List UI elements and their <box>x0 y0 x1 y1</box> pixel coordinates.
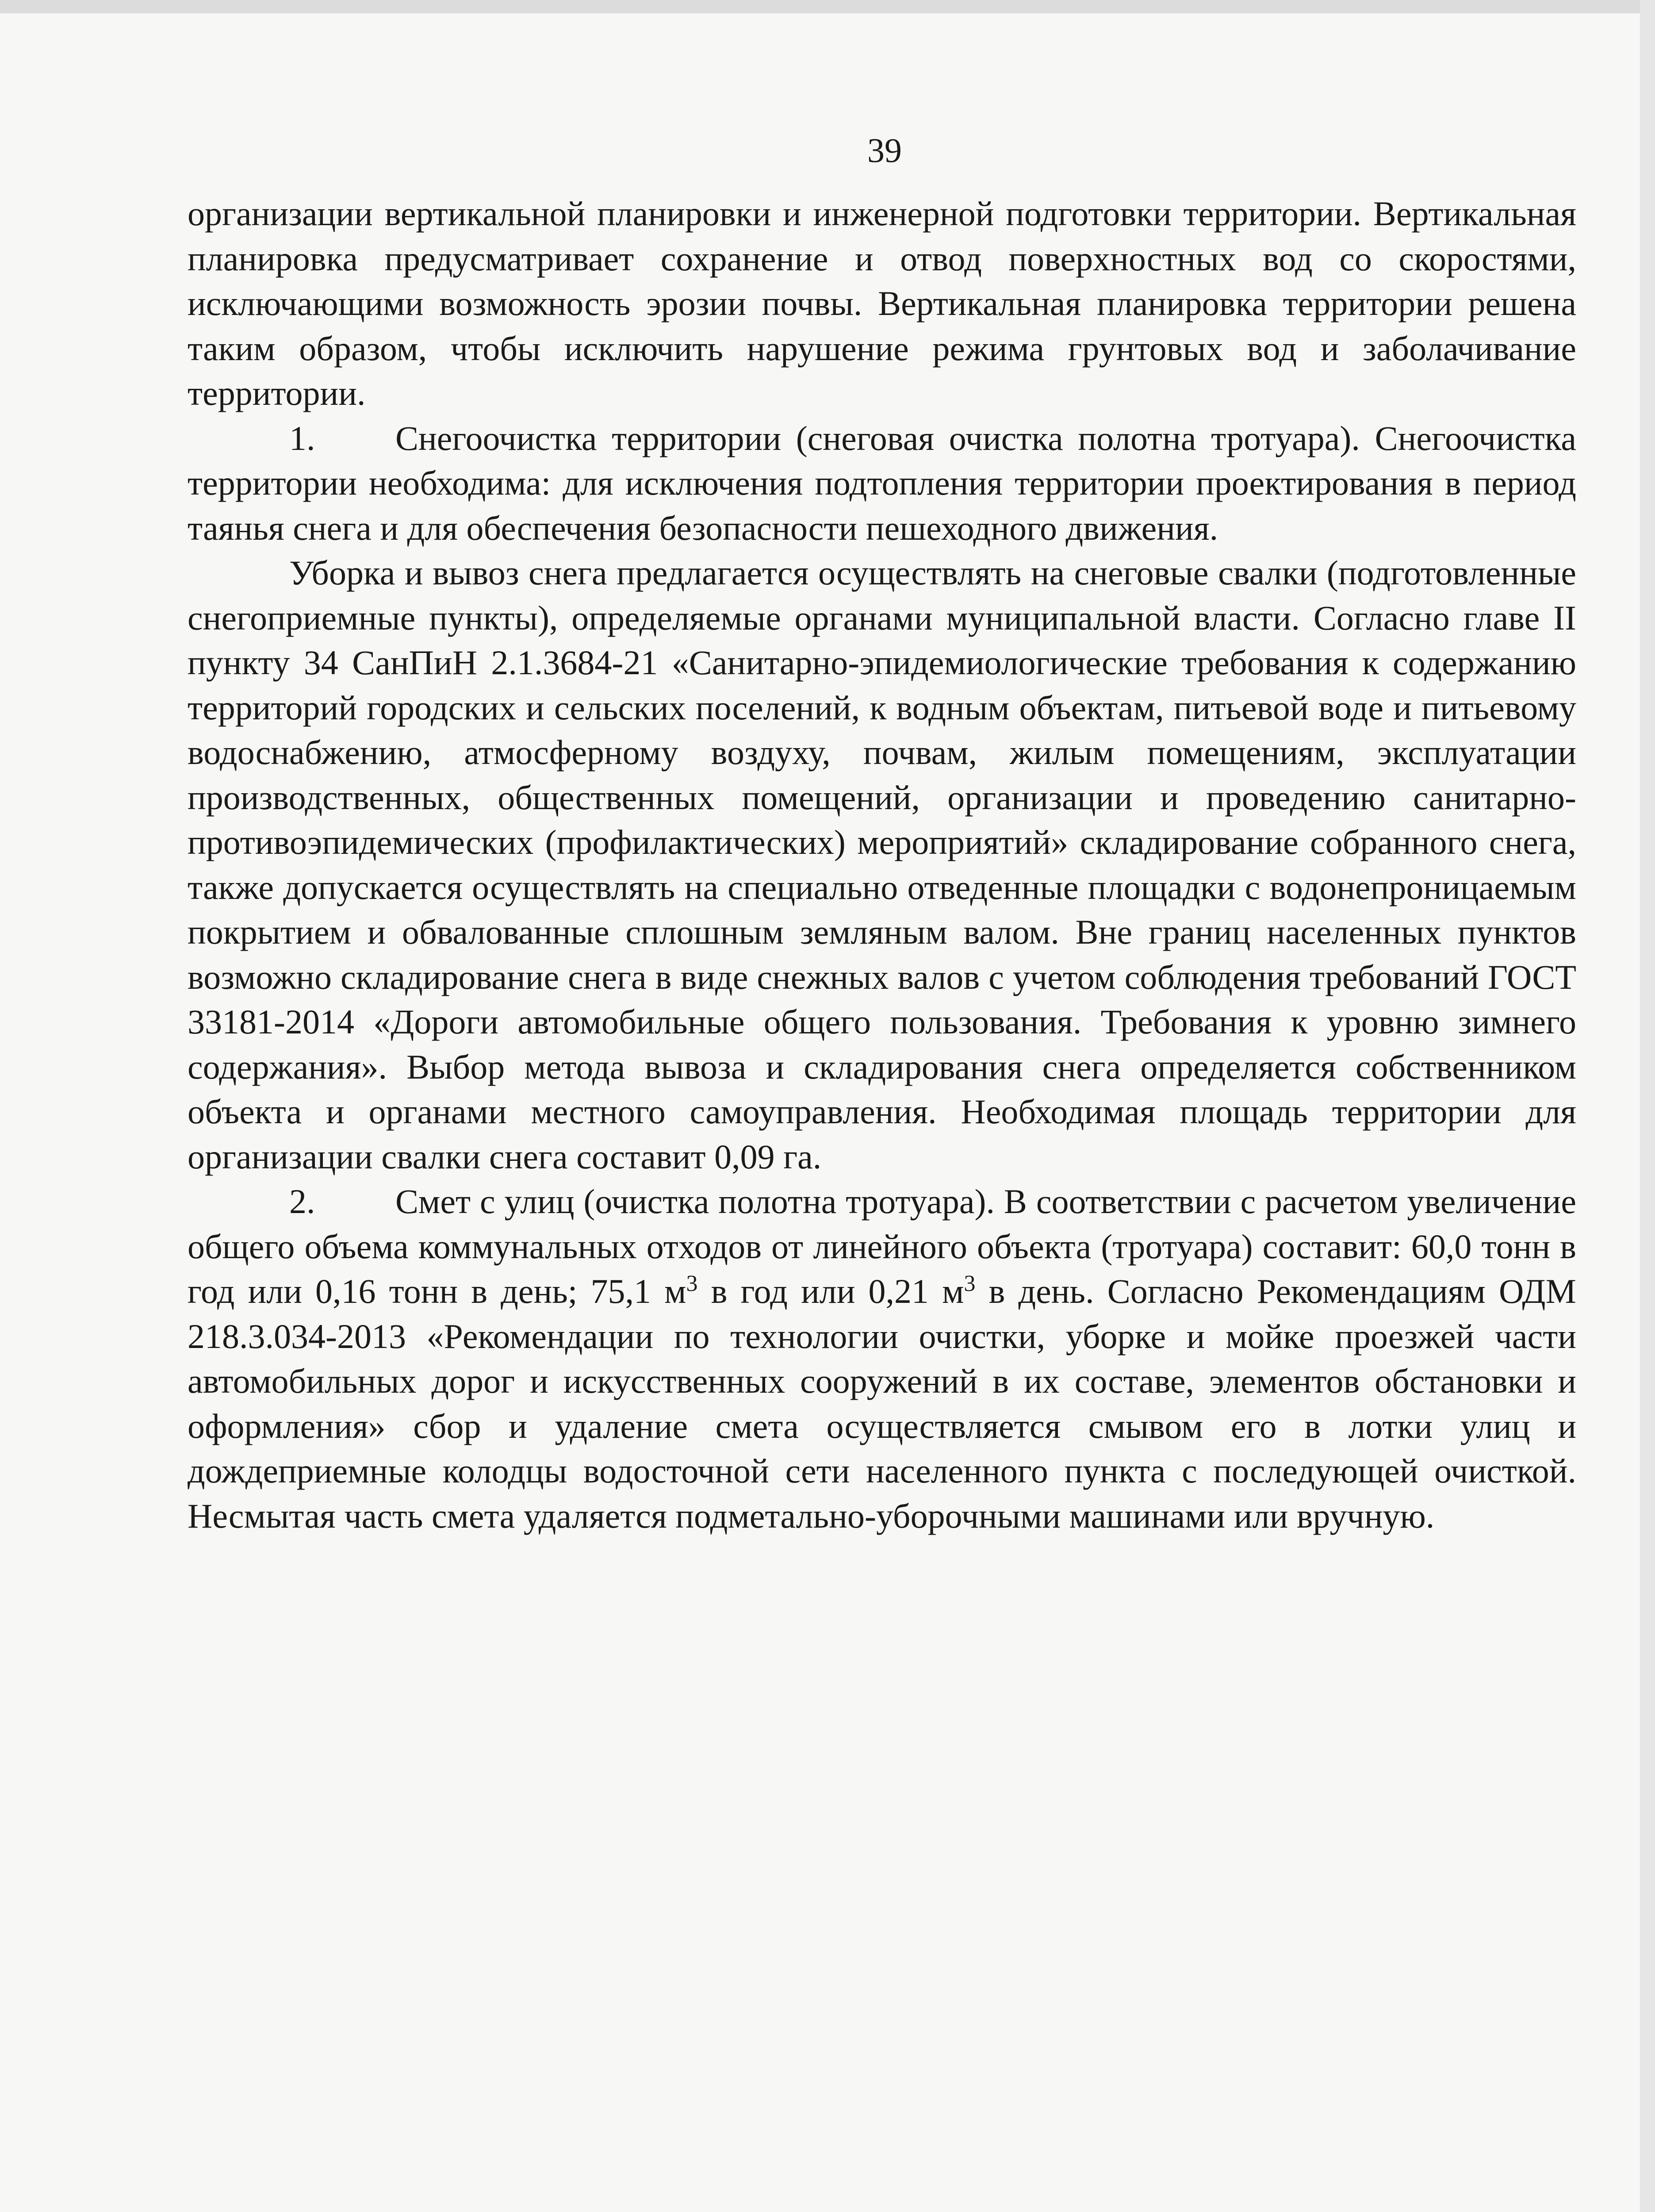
list-item-text: в день. Согласно Рекомендациям ОДМ 218.3.034-2013 «Рекомендации по технологии очистки, уборке и мойке проезжей части автомобильных дорог и искусственных сооружений в их составе, элементов обстановки и оформления» сбор и удаление смета осуществляется смывом его в лотки улиц и дождеприемные колодцы водосточной сети населенного пункта с последующей очисткой. Несмытая часть смета удаляется подметально-уборочными машинами или вручную. <box>188 1272 1576 1535</box>
list-item-snow-cleaning <box>188 416 1576 551</box>
scan-top-edge <box>0 0 1655 13</box>
page-number: 39 <box>867 131 902 169</box>
list-item-number: 2. <box>289 1182 315 1221</box>
list-item-text: Смет с улиц (очистка полотна тротуара). В соответствии с расчетом увеличение общего объема коммунальных отходов от линейного объекта (тротуара) составит: 60,0 тонн в год или 0,16 тонн в день; 75,1 м <box>188 1182 1576 1310</box>
superscript: 3 <box>964 1271 976 1296</box>
paragraph-snow-removal: Уборка и вывоз снега предлагается осуществлять на снеговые свалки (подготовленные снегоприемные пункты), определяемые органами муниципальной власти. Согласно главе II пункту 34 СанПиН 2.1.3684-21 «Санитарно-эпидемиологические требования к содержанию территорий городских и сельских поселений, к водным объектам, питьевой воде и питьевому водоснабжению, атмосферному воздуху, почвам, жилым помещениям, эксплуатации производственных, общественных помещений, организации и проведению санитарно-противоэпидемических (профилактических) мероприятий» складирование собранного снега, также допускается осуществлять на специально отведенные площадки с водонепроницаемым покрытием и обвалованные сплошным земляным валом. Вне границ населенных пунктов возможно складирование снега в виде снежных валов с учетом соблюдения требований ГОСТ 33181-2014 «Дороги автомобильные общего пользования. Требования к уровню зимнего содержания». Выбор метода вывоза и складирования снега определяется собственником объекта и органами местного самоуправления. Необходимая площадь территории для организации свалки снега составит 0,09 га. <box>188 553 1576 1176</box>
list-item-text: Снегоочистка территории (снеговая очистка полотна тротуара). Снегоочистка территории необходима: для исключения подтопления территории проектирования в период таянья снега и для обеспечения безопасности пешеходного движения. <box>188 419 1576 547</box>
document-body <box>188 191 1576 1538</box>
list-item-number: 1. <box>289 419 315 457</box>
superscript: 3 <box>686 1271 698 1296</box>
list-item-street-sweepings <box>188 1179 1576 1538</box>
list-item-text: в год или 0,21 м <box>697 1272 964 1310</box>
paragraph-vertical-planning: организации вертикальной планировки и инженерной подготовки территории. Вертикальная планировка предусматривает сохранение и отвод поверхностных вод со скоростями, исключающими возможность эрозии почвы. Вертикальная планировка территории решена таким образом, чтобы исключить нарушение режима грунтовых вод и заболачивание территории. <box>188 194 1576 412</box>
scan-right-edge <box>1640 0 1655 2212</box>
